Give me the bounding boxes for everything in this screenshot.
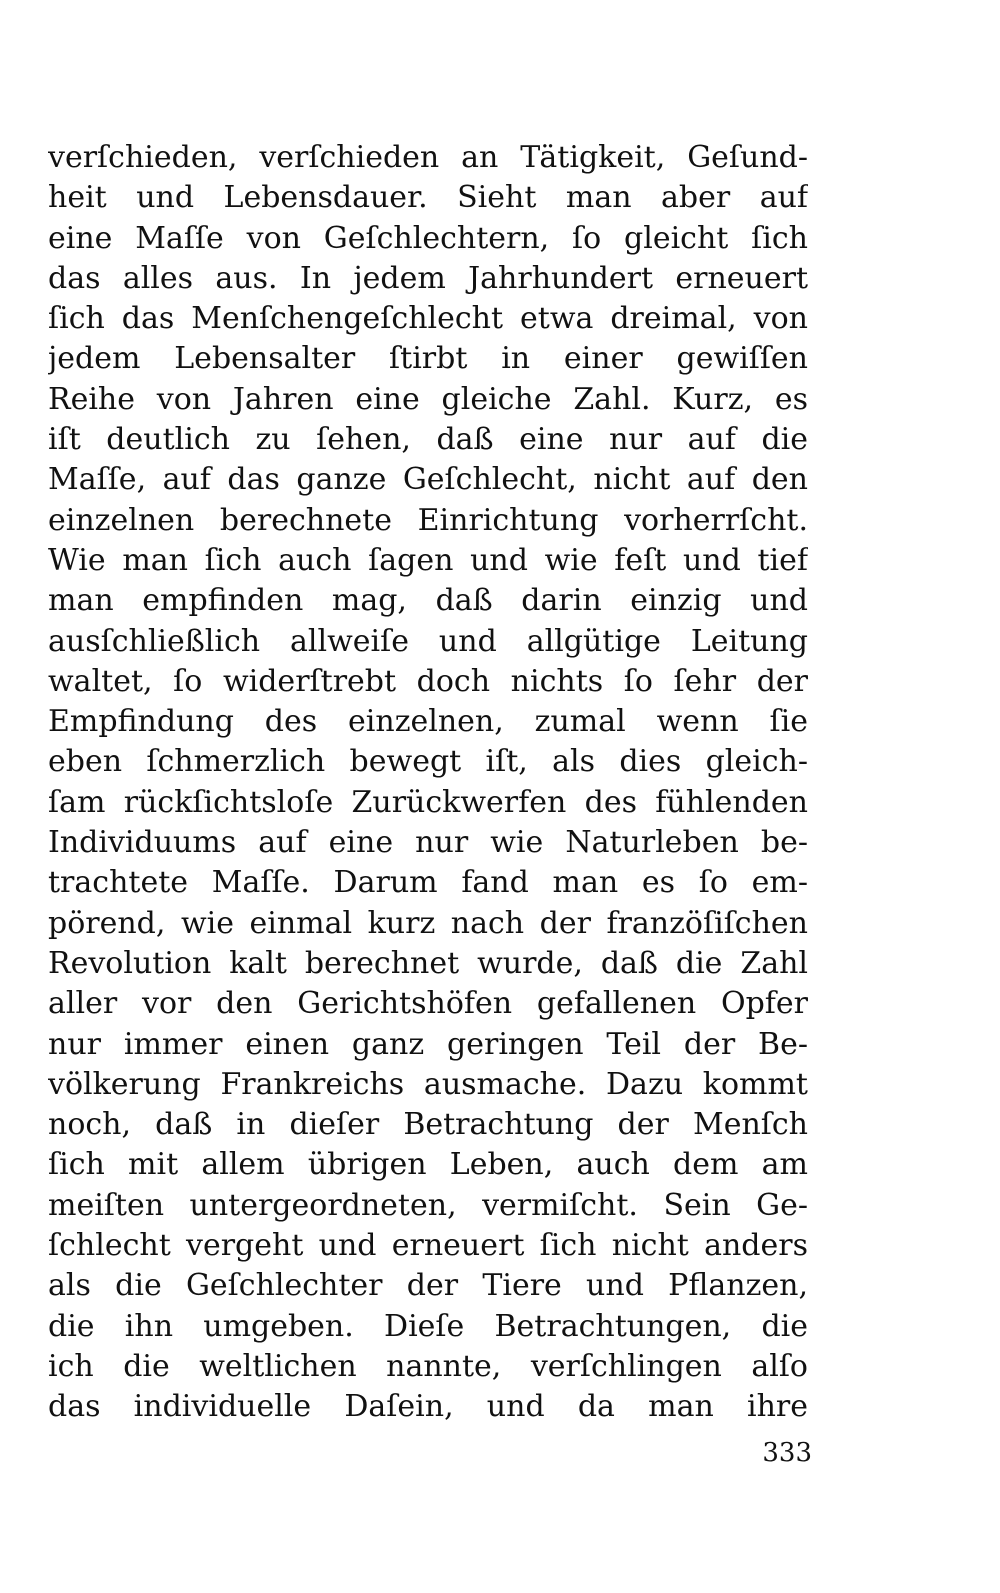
text-line-26: ſich mit allem übrigen Leben, auch dem am (48, 1147, 808, 1183)
text-line-19: trachtete Maſſe. Darum fand man es ſo em- (48, 865, 808, 901)
text-line-12: man empfinden mag, daß darin einzig und (48, 583, 808, 619)
text-line-2: heit und Lebensdauer. Sieht man aber auf (48, 180, 808, 216)
text-line-27: meiſten untergeordneten, vermiſcht. Sein Ge- (48, 1187, 808, 1223)
text-line-31: ich die weltlichen nannte, verſchlingen alſo (48, 1348, 808, 1384)
text-line-23: nur immer einen ganz geringen Teil der Be- (48, 1026, 808, 1062)
text-line-8: iſt deutlich zu ſehen, daß eine nur auf die (48, 422, 808, 458)
text-line-30: die ihn umgeben. Dieſe Betrachtungen, die (48, 1308, 808, 1344)
text-line-3: eine Maſſe von Geſchlechtern, ſo gleicht ſich (48, 220, 808, 256)
text-line-10: einzelnen berechnete Einrichtung vorherrſcht. (48, 502, 808, 538)
text-line-24: völkerung Frankreichs ausmache. Dazu kommt (48, 1066, 808, 1102)
text-line-4: das alles aus. In jedem Jahrhundert erneuert (48, 260, 808, 296)
text-line-28: ſchlecht vergeht und erneuert ſich nicht anders (48, 1228, 808, 1264)
text-line-11: Wie man ſich auch ſagen und wie feſt und tief (48, 542, 808, 578)
text-line-16: eben ſchmerzlich bewegt iſt, als dies gleich- (48, 744, 808, 780)
text-line-29: als die Geſchlechter der Tiere und Pflanzen, (48, 1268, 808, 1304)
text-line-13: ausſchließlich allweiſe und allgütige Leitung (48, 623, 808, 659)
page-number: 333 (762, 1438, 812, 1468)
text-line-25: noch, daß in dieſer Betrachtung der Menſch (48, 1107, 808, 1143)
text-line-6: jedem Lebensalter ſtirbt in einer gewiſſen (48, 341, 808, 377)
text-line-20: pörend, wie einmal kurz nach der franzöſiſchen (48, 905, 808, 941)
body-text (48, 138, 808, 1428)
text-line-17: ſam rückſichtsloſe Zurückwerfen des fühlenden (48, 784, 808, 820)
text-line-5: ſich das Menſchengeſchlecht etwa dreimal, von (48, 301, 808, 337)
text-line-32: das individuelle Daſein, und da man ihre (48, 1389, 808, 1425)
text-line-14: waltet, ſo widerſtrebt doch nichts ſo ſehr der (48, 663, 808, 699)
text-line-7: Reihe von Jahren eine gleiche Zahl. Kurz, es (48, 381, 808, 417)
text-line-18: Individuums auf eine nur wie Naturleben be- (48, 825, 808, 861)
text-line-21: Revolution kalt berechnet wurde, daß die Zahl (48, 945, 808, 981)
text-line-15: Empfindung des einzelnen, zumal wenn ſie (48, 704, 808, 740)
text-line-1: verſchieden, verſchieden an Tätigkeit, Geſund- (48, 140, 808, 175)
text-line-22: aller vor den Gerichtshöfen gefallenen Opfer (48, 986, 808, 1022)
text-line-9: Maſſe, auf das ganze Geſchlecht, nicht auf den (48, 462, 808, 498)
